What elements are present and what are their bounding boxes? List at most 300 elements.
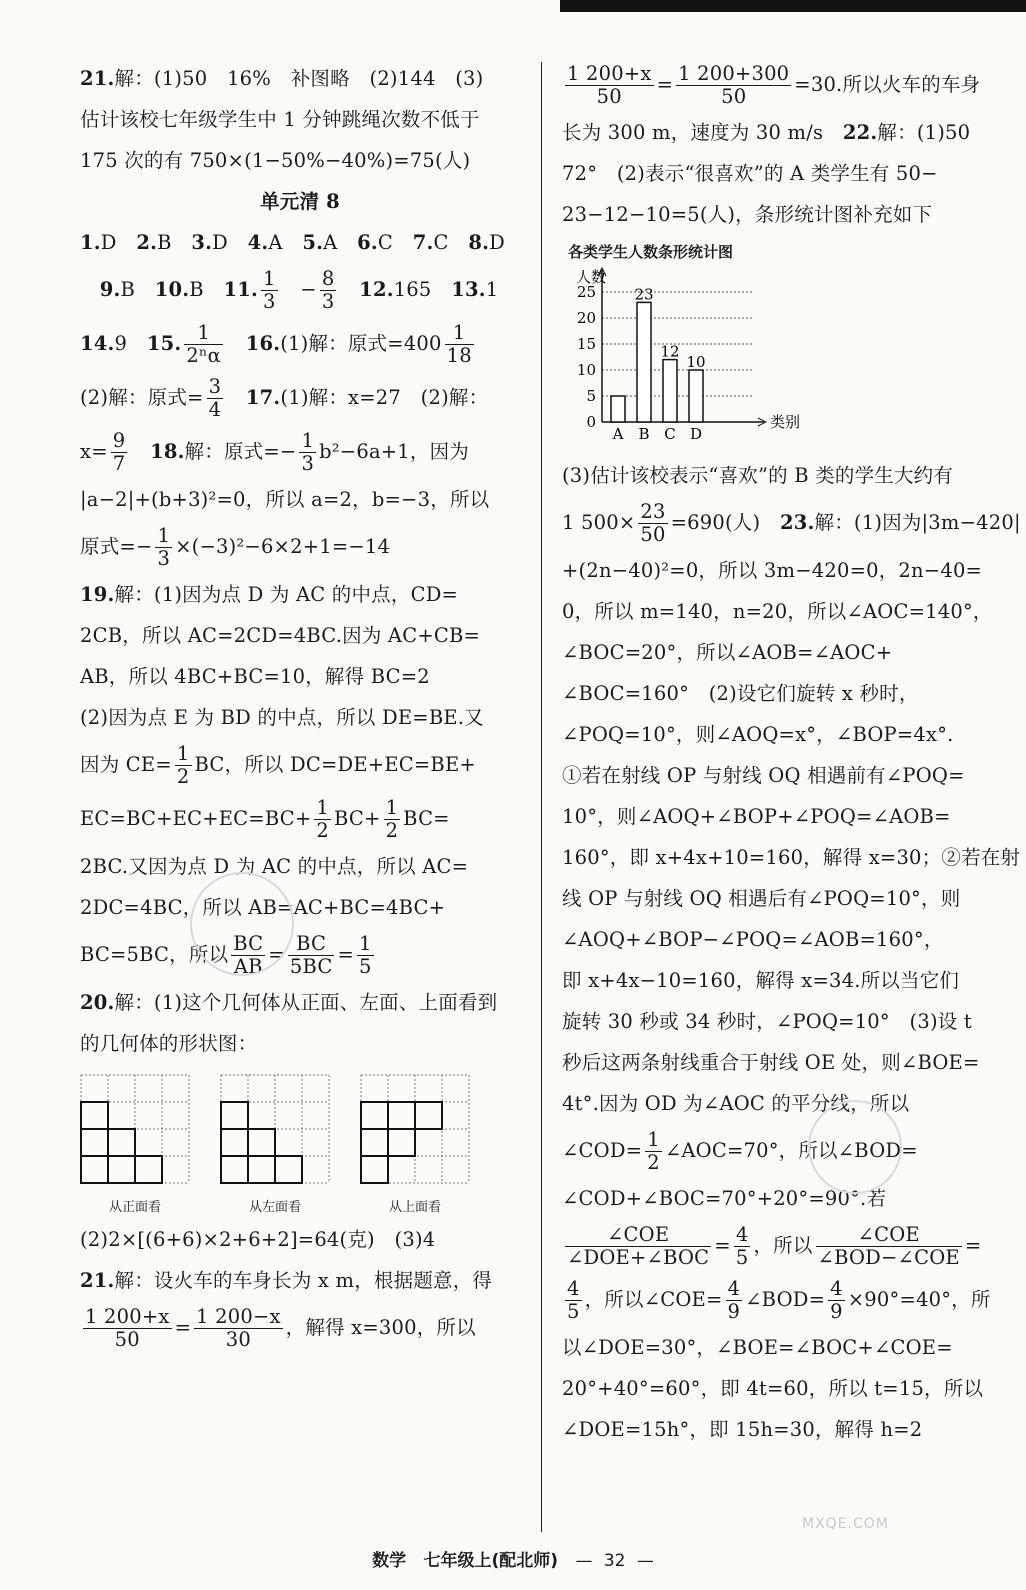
numerator: ∠COE: [565, 1224, 711, 1247]
footer-page-number: — 32 —: [575, 1551, 654, 1571]
denominator: 18: [446, 344, 472, 367]
text-run: B: [120, 278, 155, 301]
numerator: 1: [157, 523, 171, 547]
top-dark-band: [560, 0, 1026, 12]
question-number: 20.: [80, 991, 115, 1014]
denominator: 50: [721, 85, 747, 108]
text-run: B: [189, 278, 224, 301]
text-run: (1)解：原式=400: [280, 332, 442, 355]
text-run: ∠POQ=10°，则∠AOQ=x°，∠BOP=4x°.: [562, 723, 954, 746]
view-square: [415, 1102, 442, 1129]
answer-line: [562, 919, 982, 960]
text-run: 因为 CE=: [80, 753, 172, 776]
denominator: 50: [114, 1328, 140, 1351]
text-run: (2)2×[(6+6)×2+6+2]=64(克) (3)4: [80, 1228, 436, 1251]
text-run: =: [268, 943, 285, 966]
numerator: BC: [288, 933, 335, 956]
question-number: 12.: [359, 278, 394, 301]
left-lines: [80, 58, 520, 1064]
text-run: ，所以: [753, 1234, 813, 1257]
footer-grade: 七年级上(配北师): [423, 1551, 559, 1571]
numerator: 1 200+x: [85, 1304, 170, 1328]
fraction: [816, 1224, 962, 1270]
fraction: [565, 1224, 711, 1270]
fraction: [184, 322, 223, 368]
text-run: ，所以∠COE=: [584, 1288, 723, 1311]
fraction: [194, 1306, 283, 1352]
denominator: 4: [208, 398, 222, 421]
question-number: 10.: [154, 278, 190, 301]
text-run: C: [377, 231, 413, 254]
fraction: [155, 525, 172, 571]
text-run: [226, 332, 246, 355]
text-run: 1 500×: [562, 511, 636, 534]
text-run: 23−12−10=5(人)，条形统计图补充如下: [562, 203, 933, 226]
answer-line: [562, 755, 982, 796]
denominator: 2: [176, 765, 190, 788]
answer-line: [562, 1042, 982, 1083]
x-tick-label: B: [638, 425, 650, 443]
answer-line: [80, 846, 520, 887]
view-drawing: [80, 1074, 190, 1215]
text-run: AB，所以 4BC+BC=10，解得 BC=2: [80, 665, 430, 688]
text-run: D: [489, 231, 505, 254]
answer-line: [80, 887, 520, 928]
text-run: A: [268, 231, 303, 254]
view-square: [361, 1102, 388, 1129]
text-run: 解：(1)因为点 D 为 AC 的中点，CD=: [114, 583, 459, 606]
question-number: 21.: [80, 67, 115, 90]
numerator: 1: [301, 428, 315, 452]
view-square: [81, 1156, 108, 1183]
numerator: 1 200−x: [196, 1304, 281, 1328]
data-label: 10: [686, 353, 706, 371]
question-number: 6.: [357, 231, 378, 254]
denominator: 2: [647, 1151, 660, 1174]
y-tick-label: 5: [586, 387, 596, 405]
fraction: [384, 797, 401, 843]
denominator: ∠DOE+∠BOC: [567, 1246, 710, 1269]
fraction: [83, 1306, 172, 1352]
answer-line: [562, 1219, 982, 1273]
numerator: 1: [263, 266, 276, 290]
text-run: =: [174, 1316, 192, 1339]
answer-line: [562, 153, 982, 194]
answer-line: [80, 140, 520, 181]
text-run: 解：(1)50 16% 补图略 (2)144 (3): [114, 67, 484, 90]
data-label: 12: [660, 342, 680, 361]
bar: [663, 360, 677, 422]
view-caption: 从上面看: [388, 1200, 441, 1215]
answer-line: [80, 181, 520, 222]
answer-line: [562, 1273, 991, 1327]
denominator: 2ⁿα: [186, 344, 221, 367]
text-run: [339, 278, 359, 301]
x-tick-label: D: [689, 425, 703, 443]
answer-line: [80, 1219, 520, 1260]
text-run: 线 OP 与射线 OQ 相遇后有∠POQ=10°，则: [562, 887, 961, 910]
fraction: [288, 933, 335, 979]
answer-line: [80, 520, 520, 574]
question-number: 14.: [80, 332, 115, 355]
text-run: 解：原式=−: [184, 440, 297, 463]
text-run: BC+: [334, 807, 381, 830]
text-run: 以∠DOE=30°，∠BOE=∠BOC+∠COE=: [562, 1336, 953, 1359]
right-column: [562, 58, 1021, 1450]
text-run: D: [212, 231, 248, 254]
question-number: 3.: [191, 231, 213, 254]
answer-line: [562, 194, 982, 235]
answer-line: [80, 222, 520, 263]
view-square: [221, 1102, 248, 1129]
numerator: BC: [233, 931, 264, 955]
fraction: [314, 797, 331, 843]
text-run: EC=BC+EC+EC=BC+: [80, 807, 312, 830]
text-run: ∠COD+∠BOC=70°+20°=90°.若: [562, 1187, 887, 1210]
view-square: [248, 1129, 275, 1156]
text-run: x=: [80, 440, 108, 463]
question-number: 5.: [302, 231, 324, 254]
denominator: 3: [321, 290, 335, 313]
three-view-drawings: [80, 1074, 520, 1215]
denominator: 9: [830, 1300, 843, 1323]
y-axis-label: 人数: [576, 268, 607, 286]
y-tick-label: 0: [586, 413, 596, 431]
text-run: 160°，即 x+4x+10=160，解得 x=30；②若在射: [562, 846, 1021, 869]
answer-line: [80, 615, 520, 656]
numerator: 1: [176, 741, 190, 765]
answer-line: [562, 591, 993, 632]
numerator: 1: [184, 322, 223, 345]
answer-line: [80, 263, 520, 317]
view-square: [361, 1129, 388, 1156]
answer-line: [562, 796, 982, 837]
text-run: 2CB，所以 AC=2CD=4BC.因为 AC+CB=: [80, 624, 481, 647]
answer-line: [562, 960, 982, 1001]
text-run: B: [157, 231, 192, 254]
left-lines-after: [80, 1219, 520, 1355]
denominator: 5: [567, 1300, 580, 1323]
text-run: D: [100, 231, 137, 254]
text-run: 20°+40°=60°，即 4t=60，所以 t=15，所以: [562, 1377, 984, 1400]
text-run: 解：设火车的车身长为 x m，根据题意，得: [114, 1269, 493, 1292]
text-run: (1)解：x=27 (2)解：: [280, 386, 489, 409]
fraction: [565, 1278, 582, 1324]
y-tick-label: 25: [576, 283, 596, 301]
answer-line: [562, 1001, 982, 1042]
answer-line: [562, 1124, 982, 1178]
x-axis-label: 类别: [770, 413, 801, 431]
numerator: 4: [830, 1276, 843, 1300]
text-run: =30.所以火车的车身: [794, 73, 981, 96]
question-number: 8.: [468, 231, 490, 254]
text-run: 估计该校七年级学生中 1 分钟跳绳次数不低于: [80, 108, 480, 131]
answer-line: [562, 1083, 982, 1124]
text-run: ∠DOE=15h°，即 15h=30，解得 h=2: [562, 1418, 923, 1441]
numerator: 1 200+x: [567, 61, 652, 85]
numerator: 23: [640, 499, 666, 523]
answer-line: [562, 455, 982, 496]
fraction: [828, 1278, 845, 1324]
text-run: |a−2|+(b+3)²=0，所以 a=2，b=−3，所以: [80, 488, 490, 511]
question-number: 1.: [80, 231, 101, 254]
text-run: [130, 440, 150, 463]
denominator: ∠BOD−∠COE: [817, 1246, 960, 1269]
numerator: 1: [445, 322, 474, 345]
question-number: 2.: [136, 231, 158, 254]
answer-line: [80, 574, 520, 615]
question-number: 7.: [412, 231, 434, 254]
column-divider: [541, 62, 542, 1532]
view-grid: [220, 1074, 330, 1186]
numerator: 8: [321, 266, 335, 290]
answer-line: [562, 714, 982, 755]
answer-line: [562, 1368, 982, 1409]
view-square: [388, 1102, 415, 1129]
answer-line: [80, 99, 520, 140]
answer-line: [80, 1023, 520, 1064]
question-number: 23.: [779, 511, 815, 534]
bar-chart: [562, 241, 982, 451]
text-run: ×(−3)²−6×2+1=−14: [175, 535, 391, 558]
answer-line: [80, 371, 520, 425]
text-run: 0，所以 m=140，n=20，所以∠AOC=140°，: [562, 600, 993, 623]
chart-title: 各类学生人数条形统计图: [568, 243, 734, 261]
answer-line: [80, 425, 520, 479]
answer-line: [562, 496, 1021, 550]
text-run: 175 次的有 750×(1−50%−40%)=75(人): [80, 149, 471, 172]
numerator: 1: [316, 795, 329, 819]
answer-line: [80, 697, 520, 738]
text-run: b²−6a+1，因为: [319, 440, 470, 463]
page-footer: [0, 1546, 1026, 1571]
answer-line: [80, 58, 520, 99]
text-run: C: [433, 231, 469, 254]
bar: [689, 370, 703, 422]
view-caption: 从左面看: [248, 1200, 301, 1215]
view-drawing: [220, 1074, 330, 1215]
y-tick-label: 20: [576, 309, 596, 327]
text-run: 的几何体的形状图：: [80, 1032, 258, 1055]
text-run: 解：(1)这个几何体从正面、左面、上面看到: [114, 991, 498, 1014]
fraction: [445, 322, 474, 368]
numerator: 1 200+300: [678, 61, 790, 85]
text-run: −: [280, 278, 317, 301]
text-run: 即 x+4x−10=160，解得 x=34.所以当它们: [562, 969, 960, 992]
text-run: (2)因为点 E 为 BD 的中点，所以 DE=BE.又: [80, 706, 484, 729]
text-run: ∠BOD=: [745, 1288, 826, 1311]
numerator: 9: [112, 428, 126, 452]
answer-line: [80, 738, 520, 792]
text-run: =690(人): [670, 511, 780, 534]
y-tick-label: 10: [576, 361, 596, 379]
text-run: [226, 386, 246, 409]
view-square: [81, 1129, 108, 1156]
view-square: [388, 1129, 415, 1156]
watermark-stamp-left: [190, 872, 294, 976]
answer-line: [562, 632, 982, 673]
fraction: [734, 1224, 751, 1270]
answer-line: [562, 550, 982, 591]
denominator: 7: [112, 452, 126, 475]
answer-line: [80, 479, 520, 520]
question-number: 18.: [150, 440, 185, 463]
numerator: 1: [385, 795, 399, 819]
view-square: [248, 1156, 275, 1183]
question-number: 19.: [80, 583, 115, 606]
answer-line: [562, 1178, 982, 1219]
numerator: 4: [727, 1276, 741, 1300]
denominator: AB: [233, 955, 263, 978]
text-run: 165: [393, 278, 452, 301]
watermark-stamp-right: [808, 1100, 902, 1194]
text-run: ，解得 x=300，所以: [285, 1316, 476, 1339]
view-square: [135, 1156, 162, 1183]
numerator: 4: [567, 1276, 580, 1300]
denominator: 5: [735, 1246, 749, 1269]
data-label: 23: [634, 285, 654, 304]
view-square: [221, 1129, 248, 1156]
text-run: 9: [114, 332, 147, 355]
numerator: ∠COE: [816, 1224, 962, 1247]
text-run: BC=: [403, 807, 450, 830]
answer-line: [562, 673, 982, 714]
text-run: 72° (2)表示“很喜欢”的 A 类学生有 50−: [562, 162, 938, 185]
fraction: [111, 430, 128, 476]
view-square: [275, 1156, 302, 1183]
y-tick-label: 15: [576, 335, 596, 353]
denominator: 50: [596, 85, 622, 108]
denominator: 30: [225, 1328, 251, 1351]
question-number: 9.: [80, 278, 121, 301]
text-run: =: [714, 1234, 731, 1257]
fraction: [175, 743, 192, 789]
view-square: [108, 1156, 135, 1183]
view-square: [221, 1156, 248, 1183]
text-run: BC=5BC，所以: [80, 943, 229, 966]
view-square: [81, 1102, 108, 1129]
denominator: 5: [359, 955, 372, 978]
text-run: =: [337, 943, 355, 966]
fraction: [320, 268, 337, 314]
text-run: BC，所以 DC=DE+EC=BE+: [194, 753, 476, 776]
text-run: ①若在射线 OP 与射线 OQ 相遇前有∠POQ=: [562, 764, 965, 787]
fraction: [261, 268, 278, 314]
text-run: 解：(1)因为|3m−420|: [814, 511, 1021, 534]
text-run: 原式=−: [80, 535, 153, 558]
question-number: 单元清 8: [260, 190, 340, 213]
x-tick-label: C: [664, 425, 676, 443]
question-number: 22.: [842, 121, 878, 144]
denominator: 5BC: [289, 955, 333, 978]
answer-line: [80, 982, 520, 1023]
text-run: ∠AOQ+∠BOP−∠POQ=∠AOB=160°，: [562, 928, 944, 951]
text-run: A: [323, 231, 358, 254]
text-run: ∠AOC=70°，所以∠BOD=: [664, 1139, 918, 1162]
bar: [611, 396, 625, 422]
text-run: 2DC=4BC，所以 AB=AC+BC=4BC+: [80, 896, 446, 919]
question-number: 11.: [223, 278, 258, 301]
numerator: 3: [208, 374, 222, 398]
answer-line: [562, 837, 1021, 878]
question-number: 13.: [451, 278, 486, 301]
text-run: 秒后这两条射线重合于射线 OE 处，则∠BOE=: [562, 1051, 980, 1074]
text-run: 10°，则∠AOQ+∠BOP+∠POQ=∠AOB=: [562, 805, 951, 828]
fraction: [207, 376, 224, 422]
text-run: =: [964, 1234, 982, 1257]
fraction: [357, 933, 374, 979]
footer-subject: 数学: [372, 1551, 407, 1571]
denominator: 2: [316, 819, 329, 842]
text-run: 2BC.又因为点 D 为 AC 的中点，所以 AC=: [80, 855, 469, 878]
answer-line: [562, 58, 982, 112]
denominator: 9: [727, 1300, 741, 1323]
bar: [637, 302, 651, 422]
fraction: [565, 63, 654, 109]
denominator: 2: [385, 819, 399, 842]
bar-chart-svg: [562, 262, 812, 447]
fraction: [638, 501, 667, 547]
answer-line: [80, 928, 520, 982]
answer-line: [80, 1260, 520, 1301]
text-run: 4t°.因为 OD 为∠AOC 的平分线，所以: [562, 1092, 910, 1115]
text-run: (2)解：原式=: [80, 386, 204, 409]
fraction: [299, 430, 316, 476]
text-run: (3)估计该校表示“喜欢”的 B 类的学生大约有: [562, 464, 954, 487]
answer-line: [80, 317, 520, 371]
answer-line: [80, 656, 520, 697]
numerator: 1: [647, 1127, 660, 1151]
text-run: 长为 300 m，速度为 30 m/s: [562, 121, 843, 144]
answer-line: [80, 792, 520, 846]
view-drawing: [360, 1074, 470, 1215]
answer-line: [562, 1409, 982, 1450]
fraction: [726, 1278, 743, 1324]
view-caption: 从正面看: [108, 1200, 161, 1215]
view-square: [361, 1156, 388, 1183]
question-number: 15.: [146, 332, 182, 355]
text-run: ∠COD=: [562, 1139, 643, 1162]
question-number: 4.: [247, 231, 269, 254]
denominator: 3: [301, 452, 315, 475]
answer-line: [562, 112, 982, 153]
text-run: ∠BOC=160° (2)设它们旋转 x 秒时，: [562, 682, 919, 705]
answer-line: [562, 878, 982, 919]
text-run: 1: [485, 278, 499, 301]
text-run: +(2n−40)²=0，所以 3m−420=0，2n−40=: [562, 559, 983, 582]
denominator: 3: [263, 290, 276, 313]
view-grid: [80, 1074, 190, 1186]
text-run: 解：(1)50: [877, 121, 971, 144]
text-run: =: [656, 73, 674, 96]
left-column: [80, 58, 520, 1355]
watermark: MXQE.COM: [802, 1516, 889, 1532]
right-lines-after: [562, 455, 1021, 1450]
fraction: [676, 63, 791, 109]
answer-line: [80, 1301, 520, 1355]
denominator: 3: [157, 547, 171, 570]
question-number: 21.: [80, 1269, 115, 1292]
numerator: 4: [735, 1222, 749, 1246]
fraction: [645, 1129, 662, 1175]
answer-line: [562, 1327, 982, 1368]
view-grid: [360, 1074, 470, 1186]
question-number: 16.: [245, 332, 281, 355]
question-number: 17.: [245, 386, 281, 409]
numerator: 1: [359, 931, 372, 955]
right-lines: [562, 58, 982, 235]
text-run: ∠BOC=20°，所以∠AOB=∠AOC+: [562, 641, 893, 664]
